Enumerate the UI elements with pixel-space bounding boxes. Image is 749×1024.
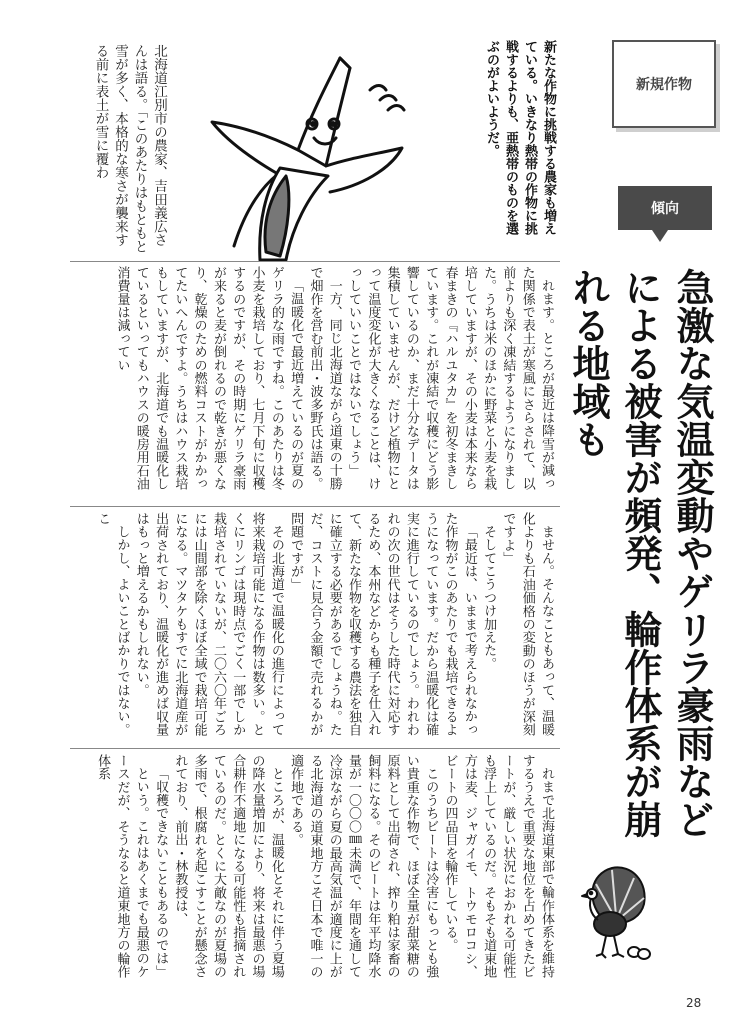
paragraph: という。これはあくまでも最悪のケースだが、そうなると道東地方の輪作体系 [95, 754, 149, 979]
article-band-2 [72, 512, 556, 742]
paragraph: そしてこうつけ加えた。 [481, 525, 497, 671]
turkey-illustration [572, 860, 654, 964]
paragraph: ません。そんなこともあって、温暖化よりも石油価格の変動のほうが深刻ですよ」 [500, 512, 554, 737]
page-number: 28 [686, 996, 702, 1010]
band-divider [70, 261, 560, 262]
lead-text: 新たな作物に挑戦する農家も増えている。いきなり熱帯の作物に挑戦するよりも、亜熱帯のものを選ぶのがよいようだ。 [484, 40, 556, 235]
intro-column: 北海道江別市の農家、吉田義広さんは語る。「このあたりはもともと雪が多く、本格的な寒さが襲来する前に表土が雪に覆わ [92, 44, 167, 254]
paragraph: 「温暖化で最近増えているのが夏のゲリラ的な雨ですね。このあたりは冬小麦を栽培しており、七月下旬に収穫するのですが、その時期にゲリラ豪雨が来ると麦が倒れるので乾きが悪くなり、乾燥のための燃料コストがかかってたいへんですよ。うちはハウス栽培もしていますが、北海道でも温暖化しているといってもハウスの暖房用石油消費量は減ってい [114, 266, 304, 491]
band-divider [70, 506, 560, 507]
band-divider [70, 748, 560, 749]
paragraph: れます。ところが最近は降雪が減った関係で表土が寒風にさらされて、以前よりも深く凍結するようになりました。うちは米のほかに野菜と小麦を栽培していますが、その小麦は本来なら春まきの『ハルユタカ』を初冬まきしています。これが凍結で収穫にどう影響しているのか、まだ十分なデータは集積していませんが、だけど植物にとって温度変化が大きくなることは、けっしていいことではないでしょう」 [346, 266, 554, 491]
article-band-3 [72, 754, 556, 990]
headline: 急激な気温変動やゲリラ豪雨などによる被害が頻発、輪作体系が崩れる地域も [566, 268, 714, 838]
article-band-1 [72, 266, 556, 498]
section-tag: 傾向 [618, 186, 712, 230]
paragraph: ところが、温暖化とそれに伴う夏場の降水量増加により、将来は最悪の場合耕作不適地になる可能性も指摘されているのだ。とくに大敵なのが夏場の多雨で、根腐れを起こすことが懸念されており、前出・林教授は、 [172, 754, 284, 979]
paragraph: 「最近は、いままで考えられなかった作物がこのあたりでも栽培できるようになっています。だから温暖化は確実に進行しているのでしょう。われわれの次の世代はそうした時代に対応するため、本州などからも種子を仕入れて、新たな作物を収穫する農法を独自に確立する必要があるでしょうね。ただ、コストに見合う金額で売れるかが問題ですが」 [288, 512, 477, 737]
paragraph: その北海道で温暖化の進行によって将来栽培可能になる作物は数多い。とくにリンゴは現時点でごく一部でしか栽培されていないが、二〇六〇年ごろには山間部を除くほぼ全域で栽培可能になる。マツタケもすでに北海道産が出荷されており、温暖化が進めば収量はもっと増えるかもしれない。 [133, 512, 284, 737]
paragraph: 「収穫できないこともあるのでは」 [153, 767, 169, 979]
paragraph: しかし、よいことばかりではない。こ [95, 512, 130, 737]
banana-illustration [200, 50, 422, 265]
paragraph: 一方、同じ北海道ながら道東の十勝で畑作を営む前出・波多野氏は語る。 [307, 266, 342, 491]
tag-pointer [652, 230, 668, 242]
paragraph: このうちビートは冷害にもっとも強い貴重な作物で、ほぼ全量が甜菜糖の原料として出荷され、搾り粕は家畜の飼料になる。そのビートは年平均降水量が一〇〇〇㎜未満で、年間を通して冷涼ながら夏の最高気温が適度に上がる北海道の道東地方こそ日本で唯一の適作地である。 [288, 754, 439, 979]
paragraph: れまで北海道東部で輪作体系を維持するうえで重要な地位を占めてきたビートが、厳しい状況におかれる可能性も浮上しているのだ。そもそも道東地方は麦、ジャガイモ、トウモロコシ、ビートの四品目を輪作している。 [442, 754, 554, 979]
category-label: 新規作物 [612, 40, 716, 128]
